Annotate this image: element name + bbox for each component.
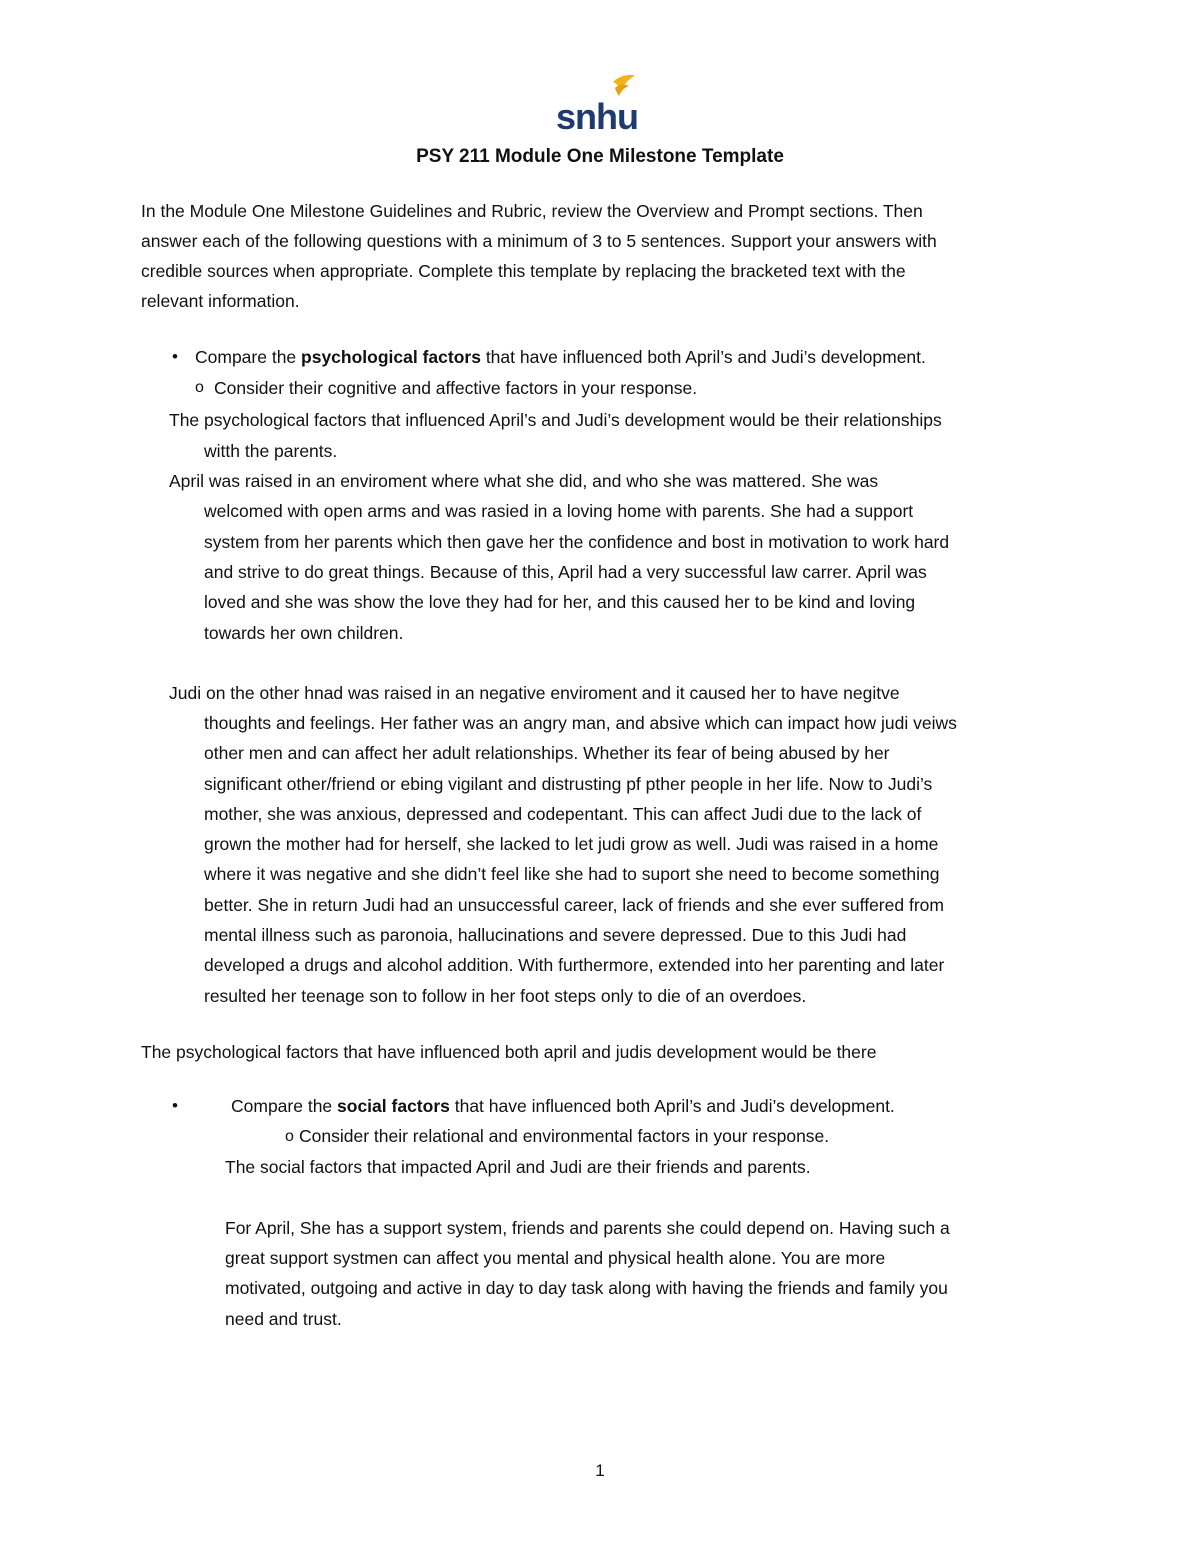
- judi-line-11: resulted her teenage son to follow in her foot steps only to die of an overdoes.: [204, 986, 807, 1006]
- april-line-6: towards her own children.: [204, 623, 404, 643]
- section2-prompt: [231, 1094, 895, 1118]
- section2-april-line-1: For April, She has a support system, friends and parents she could depend on. Having such a: [225, 1218, 950, 1238]
- judi-line-8: better. She in return Judi had an unsuccessful career, lack of friends and she ever suffered from: [204, 895, 944, 915]
- section1-answer-line-1: The psychological factors that influenced April’s and Judi’s development would be their relationships: [169, 410, 942, 430]
- intro-line-3: credible sources when appropriate. Complete this template by replacing the bracketed text with the: [141, 261, 906, 281]
- april-line-5: loved and she was show the love they had for her, and this caused her to be kind and loving: [204, 592, 916, 612]
- section1-prompt-post: that have influenced both April’s and Judi’s development.: [480, 347, 926, 367]
- section1-prompt-pre: Compare the: [195, 347, 302, 367]
- april-line-4: and strive to do great things. Because of this, April had a very successful law carrer. April was: [204, 562, 927, 582]
- judi-line-4: significant other/friend or ebing vigilant and distrusting pf pther people in her life. Now to Judi’s: [204, 774, 933, 794]
- section2-april-line-3: motivated, outgoing and active in day to day task along with having the friends and family you: [225, 1278, 948, 1298]
- logo-flame-inner-icon: [615, 85, 629, 96]
- judi-line-1: Judi on the other hnad was raised in an negative enviroment and it caused her to have negitve: [169, 683, 900, 703]
- intro-line-4: relevant information.: [141, 291, 300, 311]
- section1-prompt-bold: psychological factors: [301, 347, 481, 367]
- section2-answer-intro: The social factors that impacted April and Judi are their friends and parents.: [225, 1157, 811, 1177]
- judi-line-9: mental illness such as paronoia, hallucinations and severe depressed. Due to this Judi had: [204, 925, 907, 945]
- intro-line-2: answer each of the following questions with a minimum of 3 to 5 sentences. Support your answers with: [141, 231, 937, 251]
- section1-answer-line-2: witth the parents.: [204, 441, 338, 461]
- section2-april-line-2: great support systmen can affect you mental and physical health alone. You are more: [225, 1248, 886, 1268]
- sub-bullet-1-icon: o: [195, 379, 204, 396]
- bullet-1-icon: •: [172, 347, 178, 366]
- april-line-3: system from her parents which then gave her the confidence and bost in motivation to work hard: [204, 532, 950, 552]
- section2-prompt-post: that have influenced both April’s and Judi’s development.: [449, 1096, 895, 1116]
- section2-prompt-bold: social factors: [337, 1096, 450, 1116]
- section1-prompt: [195, 345, 926, 369]
- sub-bullet-2-icon: o: [285, 1128, 294, 1145]
- section1-closing: The psychological factors that have influenced both april and judis development would be there: [141, 1042, 877, 1062]
- intro-line-1: In the Module One Milestone Guidelines and Rubric, review the Overview and Prompt sections. Then: [141, 201, 923, 221]
- april-line-1: April was raised in an enviroment where what she did, and who she was mattered. She was: [169, 471, 879, 491]
- logo-wordmark: snhu: [556, 96, 638, 132]
- section1-sub-prompt: Consider their cognitive and affective factors in your response.: [214, 378, 698, 398]
- judi-line-6: grown the mother had for herself, she lacked to let judi grow as well. Judi was raised in a home: [204, 834, 939, 854]
- judi-line-2: thoughts and feelings. Her father was an angry man, and absive which can impact how judi veiws: [204, 713, 957, 733]
- april-line-2: welcomed with open arms and was rasied in a loving home with parents. She had a support: [204, 501, 914, 521]
- bullet-2-icon: •: [172, 1096, 178, 1115]
- document-title: PSY 211 Module One Milestone Template: [416, 146, 784, 167]
- section2-april-line-4: need and trust.: [225, 1309, 342, 1329]
- judi-line-3: other men and can affect her adult relationships. Whether its fear of being abused by her: [204, 743, 890, 763]
- section2-sub-prompt: Consider their relational and environmental factors in your response.: [299, 1126, 830, 1146]
- snhu-logo-graphic: [555, 74, 639, 132]
- page-number: 1: [595, 1461, 605, 1480]
- judi-line-5: mother, she was anxious, depressed and codepentant. This can affect Judi due to the lack of: [204, 804, 922, 824]
- snhu-logo: [555, 74, 639, 132]
- judi-line-10: developed a drugs and alcohol addition. With furthermore, extended into her parenting and later: [204, 955, 945, 975]
- section2-prompt-pre: Compare the: [231, 1096, 338, 1116]
- judi-line-7: where it was negative and she didn’t feel like she had to suport she need to become something: [204, 864, 940, 884]
